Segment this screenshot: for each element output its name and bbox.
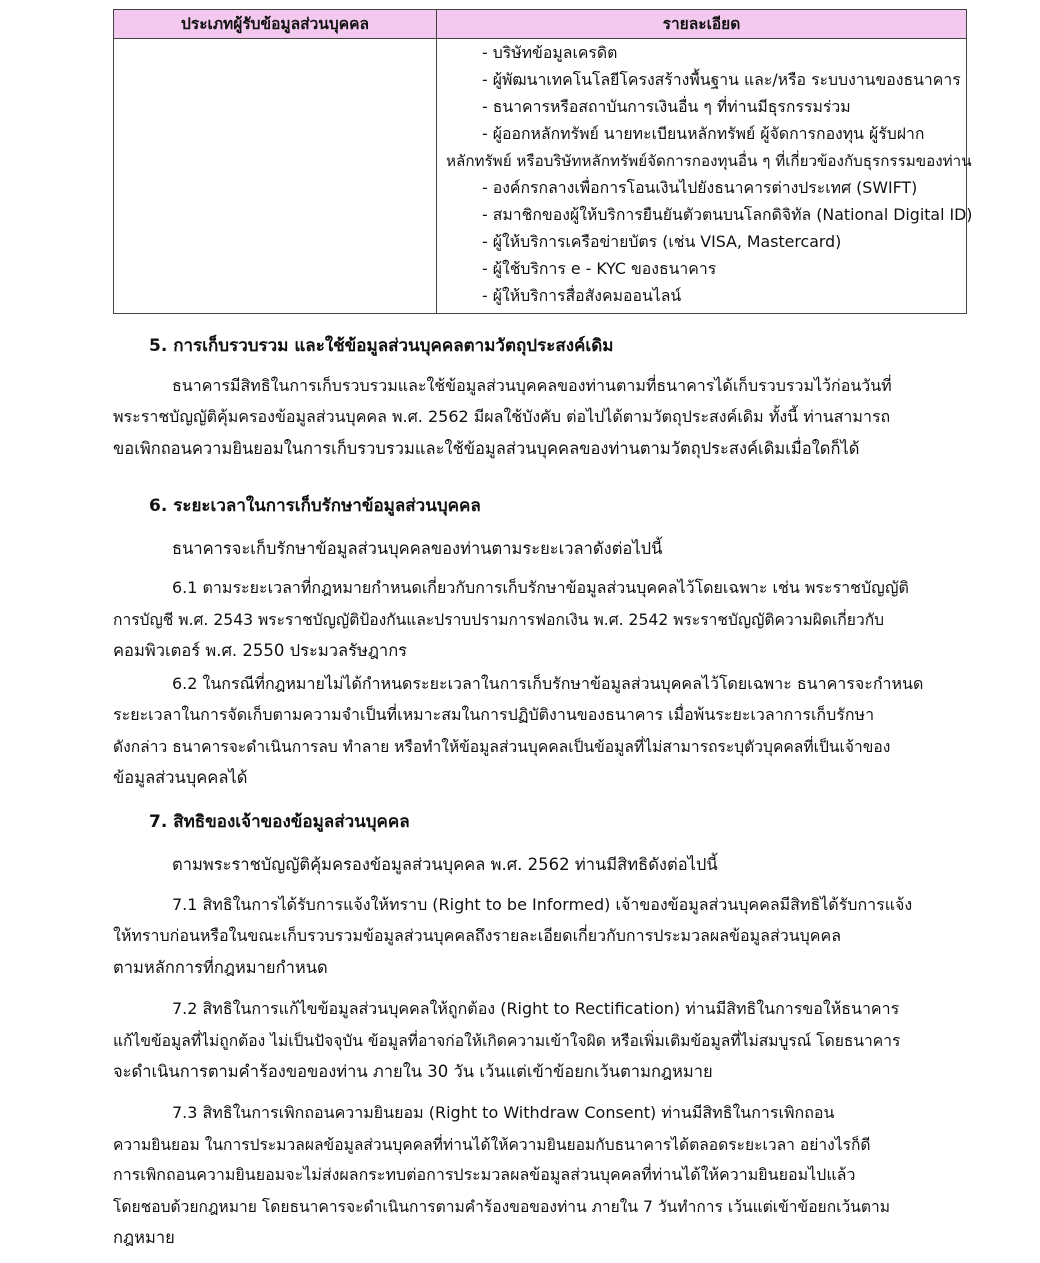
section-7-intro: ตามพระราชบัญญัติคุ้มครองข้อมูลส่วนบุคคล พ.ศ. 2562 ท่านมีสิทธิดังต่อไปนี้	[172, 855, 718, 874]
section-7-3-line: โดยชอบด้วยกฎหมาย โดยธนาคารจะดำเนินการตามคำร้องขอของท่าน ภายใน 7 วันทำการ เว้นแต่เข้าข้อยกเว้นตาม	[113, 1198, 891, 1216]
recipients-table	[113, 9, 973, 314]
section-5-line: ธนาคารมีสิทธิในการเก็บรวบรวมและใช้ข้อมูลส่วนบุคคลของท่านตามที่ธนาคารได้เก็บรวบรวมไว้ก่อนวันที่	[172, 376, 892, 395]
section-5-line: พระราชบัญญัติคุ้มครองข้อมูลส่วนบุคคล พ.ศ. 2562 มีผลใช้บังคับ ต่อไปได้ตามวัตถุประสงค์เดิม ทั้งนี้ ท่านสามารถ	[113, 407, 891, 426]
section-7-3-line: ความยินยอม ในการประมวลผลข้อมูลส่วนบุคคลที่ท่านได้ให้ความยินยอมกับธนาคารได้ตลอดระยะเวลา อย่างไรก็ดี	[113, 1136, 871, 1154]
section-6-2-line: ข้อมูลส่วนบุคคลได้	[113, 768, 248, 787]
section-6-1-line: 6.1 ตามระยะเวลาที่กฎหมายกำหนดเกี่ยวกับการเก็บรักษาข้อมูลส่วนบุคคลไว้โดยเฉพาะ เช่น พระราชบัญญัติ	[172, 578, 909, 597]
section-6-2-line: ดังกล่าว ธนาคารจะดำเนินการลบ ทำลาย หรือทำให้ข้อมูลส่วนบุคคลเป็นข้อมูลที่ไม่สามารถระบุตัวบุคคลที่เป็นเจ้าของ	[113, 738, 891, 756]
list-item: - บริษัทข้อมูลเครดิต	[482, 43, 618, 62]
section-6-1-line: คอมพิวเตอร์ พ.ศ. 2550 ประมวลรัษฎากร	[113, 641, 408, 660]
table-header	[114, 10, 966, 39]
section-7-1-line: ตามหลักการที่กฎหมายกำหนด	[113, 958, 328, 977]
section-7-3-line: 7.3 สิทธิในการเพิกถอนความยินยอม (Right to Withdraw Consent) ท่านมีสิทธิในการเพิกถอน	[172, 1103, 835, 1122]
list-item: - ผู้ออกหลักทรัพย์ นายทะเบียนหลักทรัพย์ ผู้จัดการกองทุน ผู้รับฝาก	[482, 124, 925, 143]
table-header-details: รายละเอียด	[662, 15, 741, 33]
section-6-intro: ธนาคารจะเก็บรักษาข้อมูลส่วนบุคคลของท่านตามระยะเวลาดังต่อไปนี้	[172, 539, 663, 558]
section-7-3-line: การเพิกถอนความยินยอมจะไม่ส่งผลกระทบต่อการประมวลผลข้อมูลส่วนบุคคลที่ท่านได้ให้ความยินยอมไปแล้ว	[113, 1165, 856, 1184]
list-item: - ผู้ให้บริการเครือข่ายบัตร (เช่น VISA, Mastercard)	[482, 232, 842, 251]
list-item: - ธนาคารหรือสถาบันการเงินอื่น ๆ ที่ท่านมีธุรกรรมร่วม	[482, 97, 851, 116]
list-item: - ผู้ใช้บริการ e - KYC ของธนาคาร	[482, 259, 717, 278]
list-item: - ผู้ให้บริการสื่อสังคมออนไลน์	[482, 286, 682, 305]
section-7-2-line: แก้ไขข้อมูลที่ไม่ถูกต้อง ไม่เป็นปัจจุบัน ข้อมูลที่อาจก่อให้เกิดความเข้าใจผิด หรือเพิ่มเติมข้อมูลที่ไม่สมบูรณ์ โดยธนาคาร	[113, 1032, 901, 1050]
section-7-1-line: ให้ทราบก่อนหรือในขณะเก็บรวบรวมข้อมูลส่วนบุคคลถึงรายละเอียดเกี่ยวกับการประมวลผลข้อมูลส่วนบุคคล	[113, 926, 842, 945]
table-column-divider	[436, 10, 437, 313]
list-item: - สมาชิกของผู้ให้บริการยืนยันตัวตนบนโลกดิจิทัล (National Digital ID)	[482, 205, 973, 224]
section-7-2-line: จะดำเนินการตามคำร้องขอของท่าน ภายใน 30 วัน เว้นแต่เข้าข้อยกเว้นตามกฎหมาย	[113, 1062, 713, 1081]
list-item-continuation: หลักทรัพย์ หรือบริษัทหลักทรัพย์จัดการกองทุนอื่น ๆ ที่เกี่ยวข้องกับธุรกรรมของท่าน	[446, 152, 972, 170]
section-5-line: ขอเพิกถอนความยินยอมในการเก็บรวบรวมและใช้ข้อมูลส่วนบุคคลของท่านตามวัตถุประสงค์เดิมเมื่อใดก็ได้	[113, 439, 860, 458]
list-item: - องค์กรกลางเพื่อการโอนเงินไปยังธนาคารต่างประเทศ (SWIFT)	[482, 178, 918, 197]
section-6-1-line: การบัญชี พ.ศ. 2543 พระราชบัญญัติป้องกันและปราบปรามการฟอกเงิน พ.ศ. 2542 พระราชบัญญัติความผิดเกี่ยวกับ	[113, 611, 885, 629]
list-item: - ผู้พัฒนาเทคโนโลยีโครงสร้างพื้นฐาน และ/หรือ ระบบงานของธนาคาร	[482, 70, 961, 89]
section-6-2-line: ระยะเวลาในการจัดเก็บตามความจำเป็นที่เหมาะสมในการปฏิบัติงานของธนาคาร เมื่อพ้นระยะเวลาการเก็บรักษา	[113, 705, 875, 724]
section-5-heading: 5. การเก็บรวบรวม และใช้ข้อมูลส่วนบุคคลตามวัตถุประสงค์เดิม	[149, 336, 614, 356]
section-7-heading: 7. สิทธิของเจ้าของข้อมูลส่วนบุคคล	[149, 812, 410, 832]
table-header-recipient-type: ประเภทผู้รับข้อมูลส่วนบุคคล	[181, 15, 369, 33]
section-7-2-line: 7.2 สิทธิในการแก้ไขข้อมูลส่วนบุคคลให้ถูกต้อง (Right to Rectification) ท่านมีสิทธิในการขอให้ธนาคาร	[172, 999, 900, 1018]
section-6-2-line: 6.2 ในกรณีที่กฎหมายไม่ได้กำหนดระยะเวลาในการเก็บรักษาข้อมูลส่วนบุคคลไว้โดยเฉพาะ ธนาคารจะกำหนด	[172, 674, 924, 693]
section-7-3-line: กฎหมาย	[113, 1228, 175, 1247]
section-7-1-line: 7.1 สิทธิในการได้รับการแจ้งให้ทราบ (Right to be Informed) เจ้าของข้อมูลส่วนบุคคลมีสิทธิได้รับการแจ้ง	[172, 895, 913, 914]
section-6-heading: 6. ระยะเวลาในการเก็บรักษาข้อมูลส่วนบุคคล	[149, 496, 481, 516]
